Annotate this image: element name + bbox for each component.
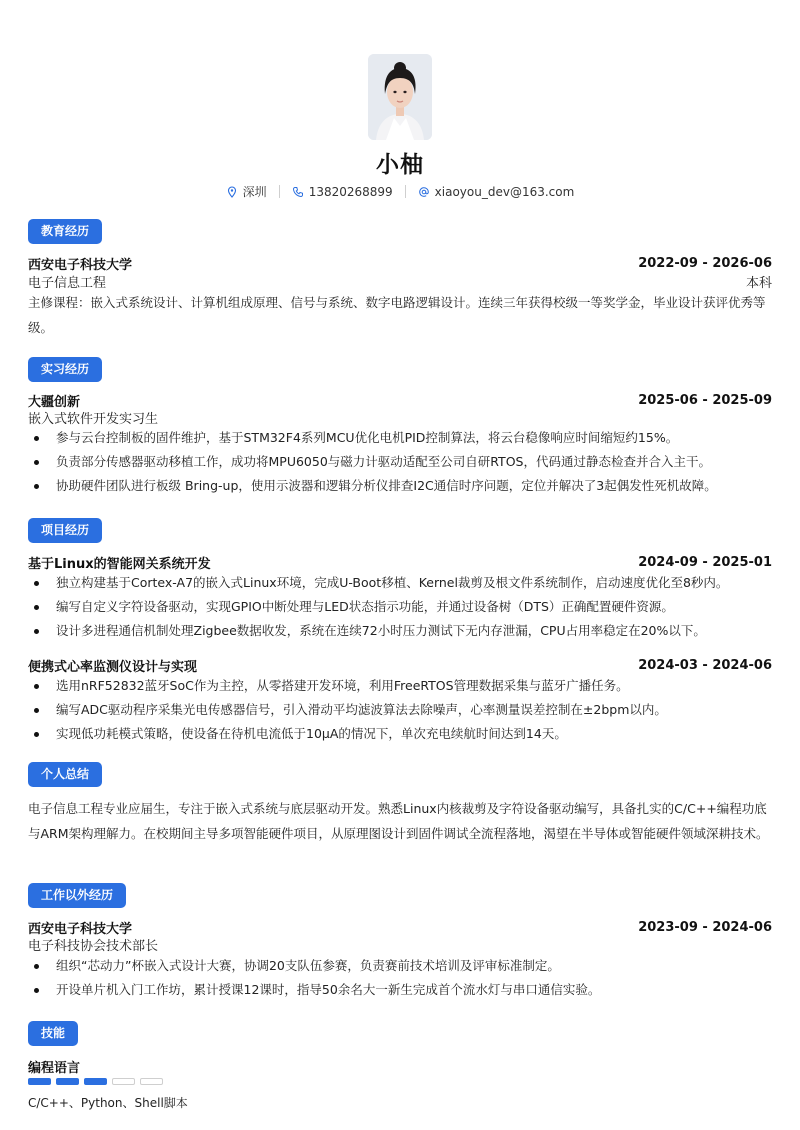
- list-item: 负责部分传感器驱动移植工作，成功将MPU6050与磁力计驱动适配至公司自研RTOS，代码通过静态检查并合入主干。: [28, 450, 772, 474]
- phone-text: 13820268899: [308, 184, 393, 199]
- contact-divider: [405, 185, 406, 198]
- avatar-portrait-icon: [368, 54, 432, 140]
- phone-icon: [292, 186, 304, 198]
- skill-level-meter: [28, 1078, 163, 1085]
- project-bullets: [28, 674, 772, 746]
- skill-level-segment-filled: [84, 1078, 107, 1085]
- list-item: 独立构建基于Cortex-A7的嵌入式Linux环境，完成U-Boot移植、Kernel裁剪及根文件系统制作，启动速度优化至8秒内。: [28, 571, 772, 595]
- list-item: 组织“芯动力”杯嵌入式设计大赛，协调20支队伍参赛，负责赛前技术培训及评审标准制定。: [28, 954, 772, 978]
- skill-level-segment-filled: [56, 1078, 79, 1085]
- project-name: 基于Linux的智能网关系统开发: [28, 557, 211, 572]
- list-item: 实现低功耗模式策略，使设备在待机电流低于10μA的情况下，单次充电续航时间达到14天。: [28, 722, 772, 746]
- education-subheader-row: [28, 272, 772, 291]
- project-name: 便携式心率监测仪设计与实现: [28, 660, 198, 675]
- extracurricular-date: 2023-09 - 2024-06: [638, 920, 772, 935]
- skill-header-row: [28, 1057, 772, 1076]
- contact-divider: [279, 185, 280, 198]
- contact-phone[interactable]: [292, 185, 393, 199]
- project-date: 2024-09 - 2025-01: [638, 555, 772, 570]
- internship-company: 大疆创新: [28, 395, 81, 410]
- education-major: 电子信息工程: [28, 276, 107, 291]
- internship-date: 2025-06 - 2025-09: [638, 393, 772, 408]
- list-item: 设计多进程通信机制处理Zigbee数据收发，系统在连续72小时压力测试下无内存泄漏，CPU占用率稳定在20%以下。: [28, 619, 772, 643]
- internship-bullets: [28, 426, 772, 498]
- contact-email[interactable]: [418, 185, 575, 199]
- contact-bar: [0, 183, 800, 200]
- extracurricular-bullets: [28, 954, 772, 1002]
- summary-text: 电子信息工程专业应届生，专注于嵌入式系统与底层驱动开发。熟悉Linux内核裁剪及字符设备驱动编写，具备扎实的C/C++编程功底与ARM架构理解力。在校期间主导多项智能硬件项目，从原理图设计到固件调试全流程落地，渴望在半导体或智能硬件领域深耕技术。: [28, 801, 769, 841]
- project-header-row: [28, 656, 772, 675]
- project-date: 2024-03 - 2024-06: [638, 658, 772, 673]
- extracurricular-subheader-row: [28, 935, 772, 954]
- section-tag-education: 教育经历: [28, 219, 102, 244]
- list-item: 参与云台控制板的固件维护，基于STM32F4系列MCU优化电机PID控制算法，将云台稳像响应时间缩短约15%。: [28, 426, 772, 450]
- map-pin-icon: [226, 186, 238, 198]
- extracurricular-org: 西安电子科技大学: [28, 922, 133, 937]
- project-bullets: [28, 571, 772, 643]
- contact-location: [226, 183, 267, 200]
- section-tag-summary: 个人总结: [28, 762, 102, 787]
- email-text: xiaoyou_dev@163.com: [434, 184, 575, 199]
- location-text: 深圳: [242, 185, 267, 199]
- at-sign-icon: [418, 186, 430, 198]
- skill-category: 编程语言: [28, 1061, 81, 1076]
- list-item: 选用nRF52832蓝牙SoC作为主控，从零搭建开发环境，利用FreeRTOS管理数据采集与蓝牙广播任务。: [28, 674, 772, 698]
- education-description: 主修课程：嵌入式系统设计、计算机组成原理、信号与系统、数字电路逻辑设计。连续三年获得校级一等奖学金，毕业设计获评优秀等级。: [28, 295, 766, 335]
- skill-detail: C/C++、Python、Shell脚本: [28, 1096, 188, 1110]
- internship-subheader-row: [28, 408, 772, 427]
- section-tag-projects: 项目经历: [28, 518, 102, 543]
- skill-level-segment-empty: [112, 1078, 135, 1085]
- skill-level-segment-filled: [28, 1078, 51, 1085]
- internship-role: 嵌入式软件开发实习生: [28, 412, 159, 427]
- education-date: 2022-09 - 2026-06: [638, 256, 772, 271]
- list-item: 编写自定义字符设备驱动，实现GPIO中断处理与LED状态指示功能，并通过设备树（DTS）正确配置硬件资源。: [28, 595, 772, 619]
- skill-detail-row: [28, 1094, 772, 1111]
- candidate-name: 小柚: [376, 152, 424, 178]
- list-item: 协助硬件团队进行板级 Bring-up，使用示波器和逻辑分析仪排查I2C通信时序问题，定位并解决了3起偶发性死机故障。: [28, 474, 772, 498]
- section-tag-internship: 实习经历: [28, 357, 102, 382]
- education-header-row: [28, 254, 772, 273]
- education-degree: 本科: [745, 276, 772, 291]
- skill-level-segment-empty: [140, 1078, 163, 1085]
- extracurricular-role: 电子科技协会技术部长: [28, 939, 159, 954]
- section-tag-skills: 技能: [28, 1021, 78, 1046]
- education-school: 西安电子科技大学: [28, 258, 133, 273]
- section-tag-extracurricular: 工作以外经历: [28, 883, 126, 908]
- avatar: [368, 54, 432, 140]
- list-item: 编写ADC驱动程序采集光电传感器信号，引入滑动平均滤波算法去除噪声，心率测量误差控制在±2bpm以内。: [28, 698, 772, 722]
- list-item: 开设单片机入门工作坊，累计授课12课时，指导50余名大一新生完成首个流水灯与串口通信实验。: [28, 978, 772, 1002]
- project-header-row: [28, 553, 772, 572]
